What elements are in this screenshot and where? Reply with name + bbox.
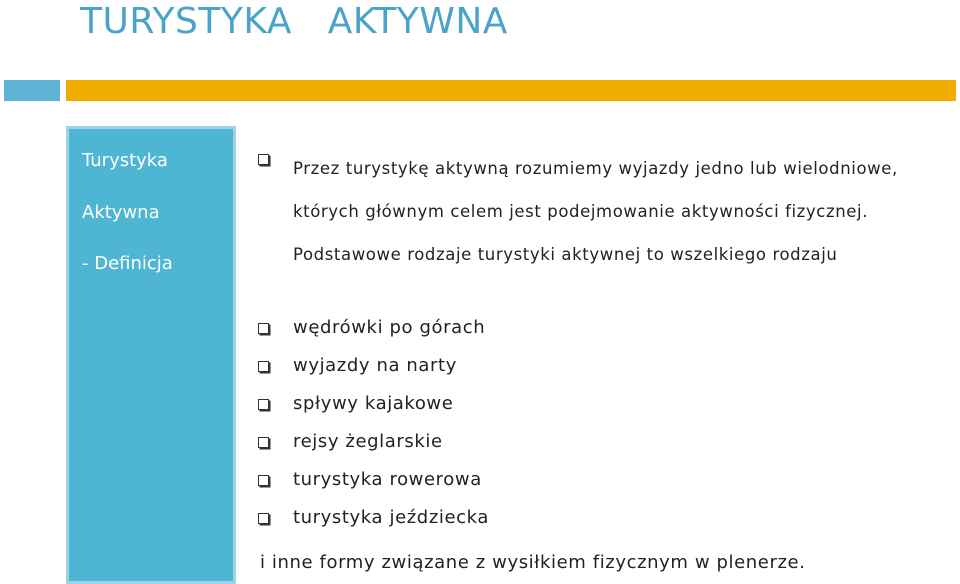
list-item: wyjazdy na narty: [293, 355, 457, 376]
accent-bar-blue: [4, 80, 60, 101]
checkbox-bullet-icon: [258, 437, 269, 448]
list-item: wędrówki po górach: [293, 317, 486, 338]
checkbox-bullet-icon: [258, 513, 269, 524]
checkbox-bullet-icon: [258, 475, 269, 486]
list-item: turystyka jeździecka: [293, 507, 489, 528]
accent-bar-orange: [66, 80, 956, 101]
slide-title: TURYSTYKA AKTYWNA: [80, 1, 508, 42]
content-area: [236, 126, 960, 584]
checkbox-bullet-icon: [258, 323, 269, 334]
closing-text: i inne formy związane z wysiłkiem fizycznym w plenerze.: [260, 552, 806, 573]
side-label-aktywna: Aktywna: [82, 202, 160, 223]
side-label-definicja: - Definicja: [82, 253, 173, 274]
definition-paragraph: Przez turystykę aktywną rozumiemy wyjazdy jedno lub wielodniowe, których głównym celem jest podejmowanie aktywności fizycznej. Podstawowe rodzaje turystyki aktywnej to wszelkiego rodzaju: [293, 159, 898, 264]
checkbox-bullet-icon: [258, 361, 269, 372]
list-item: spływy kajakowe: [293, 393, 454, 414]
list-item: turystyka rowerowa: [293, 469, 482, 490]
list-item: rejsy żeglarskie: [293, 431, 443, 452]
checkbox-bullet-icon: [258, 154, 269, 165]
checkbox-bullet-icon: [258, 399, 269, 410]
side-panel: [66, 126, 236, 584]
side-label-turystyka: Turystyka: [82, 150, 168, 171]
